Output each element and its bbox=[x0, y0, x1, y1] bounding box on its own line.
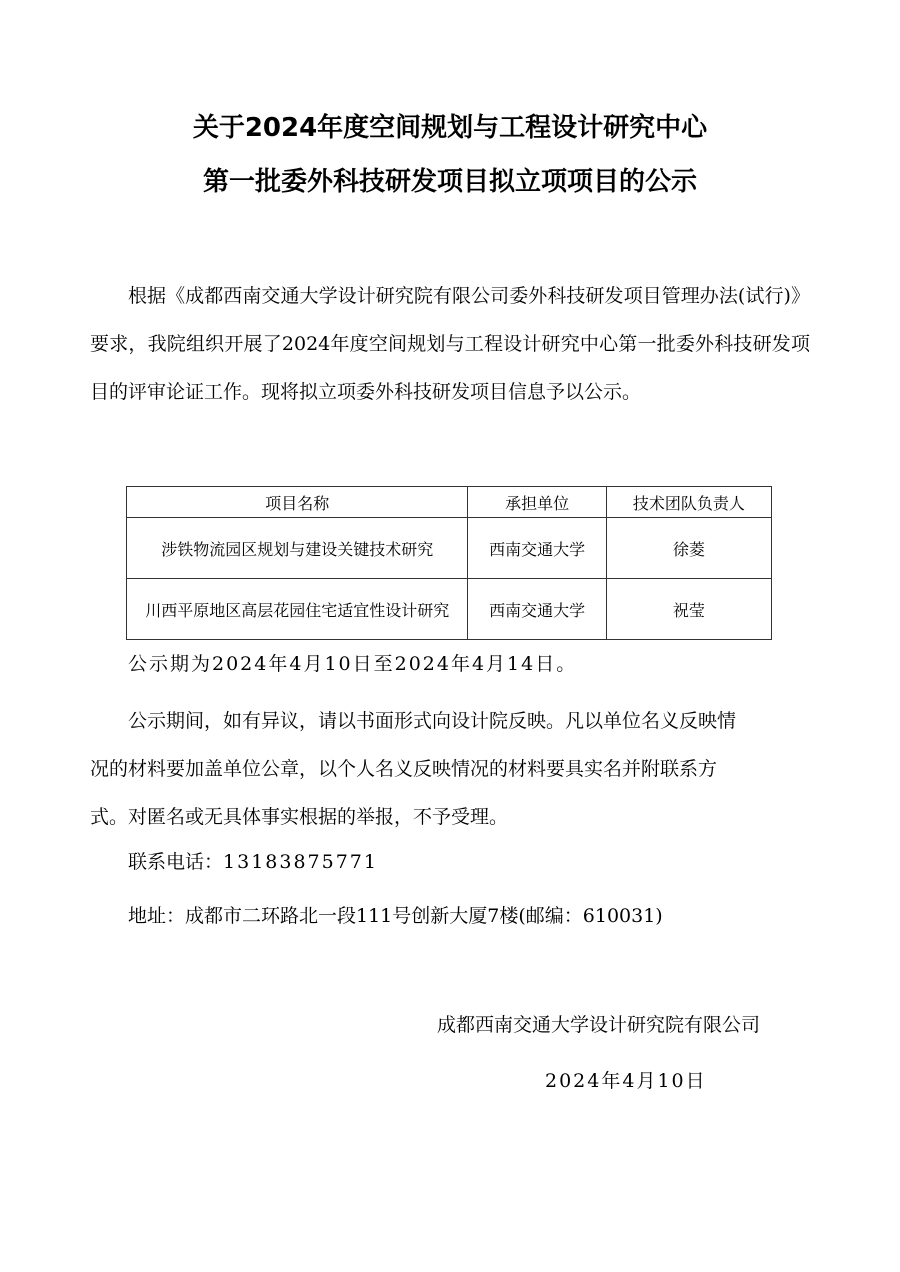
table-row bbox=[127, 518, 772, 579]
header-undertaking-unit: 承担单位 bbox=[468, 487, 606, 518]
undertaking-unit-cell: 西南交通大学 bbox=[468, 518, 606, 579]
objection-line-2: 况的材料要加盖单位公章，以个人名义反映情况的材料要具实名并附联系方 bbox=[90, 758, 718, 780]
project-name-cell: 涉铁物流园区规划与建设关键技术研究 bbox=[127, 518, 468, 579]
project-table bbox=[126, 486, 772, 640]
contact-number: 13183875771 bbox=[223, 851, 378, 873]
objection-line-3: 式。对匿名或无具体事实根据的举报，不予受理。 bbox=[90, 806, 509, 828]
objection-line-1: 公示期间，如有异议，请以书面形式向设计院反映。凡以单位名义反映情 bbox=[128, 710, 737, 732]
publicity-period: 公示期为2024年4月10日至2024年4月14日。 bbox=[128, 653, 578, 675]
team-leader-cell: 徐菱 bbox=[606, 518, 771, 579]
signature-date: 2024年4月10日 bbox=[545, 1070, 707, 1092]
table-header-row bbox=[127, 487, 772, 518]
contact-label: 联系电话： bbox=[128, 851, 224, 873]
address-line: 地址：成都市二环路北一段111号创新大厦7楼(邮编：610031) bbox=[128, 905, 663, 927]
contact-phone bbox=[128, 838, 378, 886]
table-row bbox=[127, 579, 772, 640]
undertaking-unit-cell: 西南交通大学 bbox=[468, 579, 606, 640]
header-project-name: 项目名称 bbox=[127, 487, 468, 518]
document-title-line-1: 关于2024年度空间规划与工程设计研究中心 bbox=[192, 113, 708, 143]
project-name-cell: 川西平原地区高层花园住宅适宜性设计研究 bbox=[127, 579, 468, 640]
document-title-line-2: 第一批委外科技研发项目拟立项项目的公示 bbox=[202, 167, 697, 197]
signature-organization: 成都西南交通大学设计研究院有限公司 bbox=[437, 1014, 761, 1036]
header-team-leader: 技术团队负责人 bbox=[606, 487, 771, 518]
intro-paragraph: 根据《成都西南交通大学设计研究院有限公司委外科技研发项目管理办法(试行)》要求，我院组织开展了2024年度空间规划与工程设计研究中心第一批委外科技研发项目的评审论证工作。现将拟立项委外科技研发项目信息予以公示。 bbox=[90, 285, 810, 403]
team-leader-cell: 祝莹 bbox=[606, 579, 771, 640]
